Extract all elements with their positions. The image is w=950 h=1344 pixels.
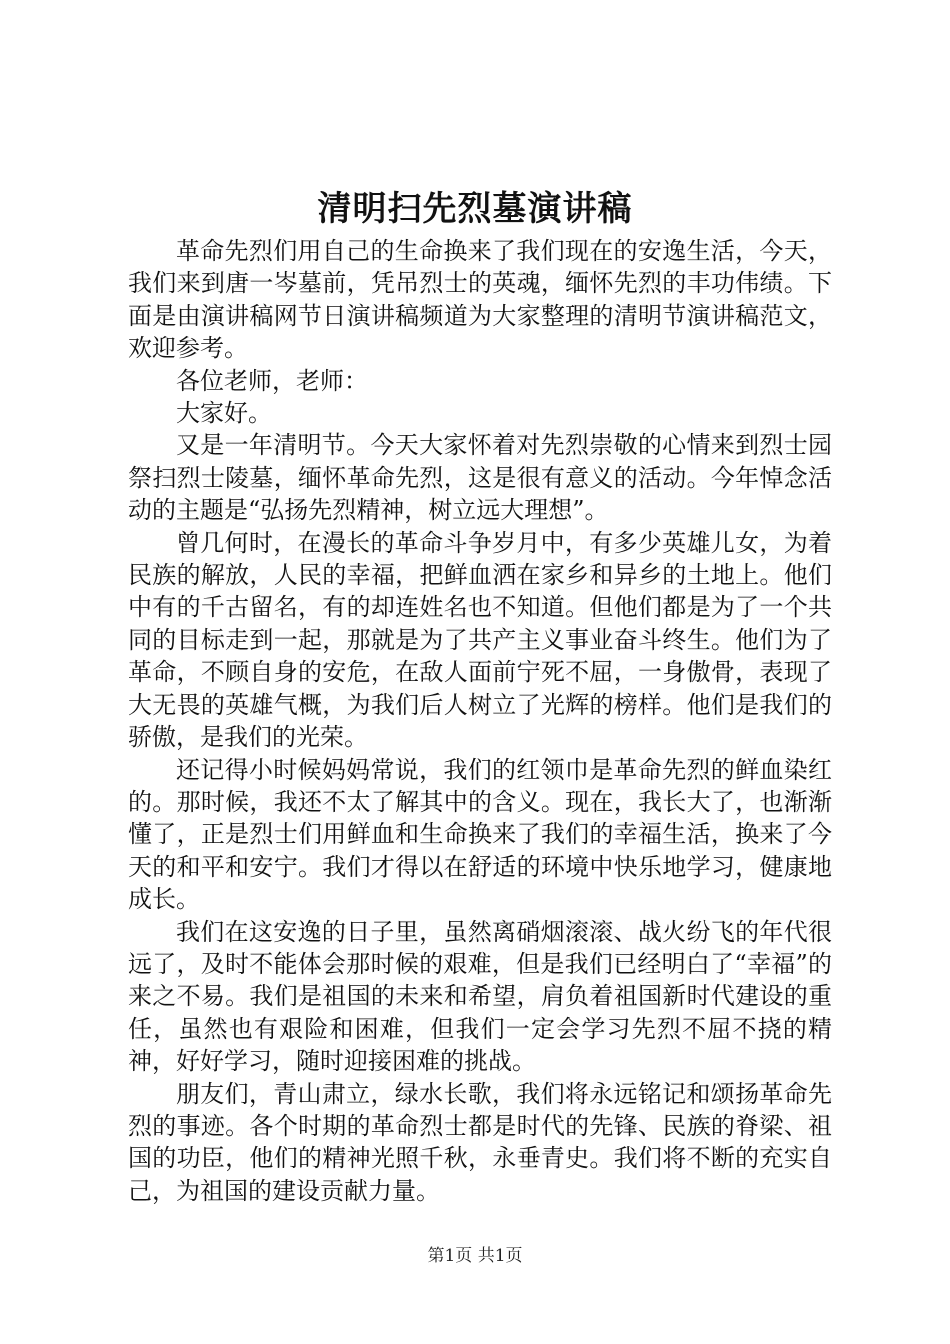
paragraph-greeting: 大家好。 [176, 399, 272, 428]
paragraph-body: 还记得小时候妈妈常说，我们的红领巾是革命先烈的鲜血染红的。那时候，我还不太了解其中的含义。现在，我长大了，也渐渐懂了，正是烈士们用鲜血和生命换来了我们的幸福生活，换来了今天的和平和安宁。我们才得以在舒适的环境中快乐地学习，健康地成长。 [128, 755, 832, 914]
paragraph-closing: 朋友们，青山肃立，绿水长歌，我们将永远铭记和颂扬革命先烈的事迹。各个时期的革命烈士都是时代的先锋、民族的脊梁、祖国的功臣，他们的精神光照千秋，永垂青史。我们将不断的充实自己，为祖国的建设贡献力量。 [128, 1079, 832, 1205]
document-body [128, 235, 832, 1207]
document-title: 清明扫先烈墓演讲稿 [317, 189, 633, 229]
paragraph-body: 曾几何时，在漫长的革命斗争岁月中，有多少英雄儿女，为着民族的解放，人民的幸福，把鲜血洒在家乡和异乡的土地上。他们中有的千古留名，有的却连姓名也不知道。但他们都是为了一个共同的目标走到一起，那就是为了共产主义事业奋斗终生。他们为了革命，不顾自身的安危，在敌人面前宁死不屈，一身傲骨，表现了大无畏的英雄气概，为我们后人树立了光辉的榜样。他们是我们的骄傲，是我们的光荣。 [128, 528, 832, 752]
paragraph-body: 我们在这安逸的日子里，虽然离硝烟滚滚、战火纷飞的年代很远了，及时不能体会那时候的艰难，但是我们已经明白了“幸福”的来之不易。我们是祖国的未来和希望，肩负着祖国新时代建设的重任，虽然也有艰险和困难，但我们一定会学习先烈不屈不挠的精神，好好学习，随时迎接困难的挑战。 [128, 917, 832, 1076]
paragraph-intro: 革命先烈们用自己的生命换来了我们现在的安逸生活，今天，我们来到唐一岑墓前，凭吊烈士的英魂，缅怀先烈的丰功伟绩。下面是由演讲稿网节日演讲稿频道为大家整理的清明节演讲稿范文，欢迎参考。 [128, 237, 832, 363]
paragraph-body: 又是一年清明节。今天大家怀着对先烈崇敬的心情来到烈士园祭扫烈士陵墓，缅怀革命先烈，这是很有意义的活动。今年悼念活动的主题是“弘扬先烈精神，树立远大理想”。 [128, 431, 832, 525]
page-footer: 第1页 共1页 [427, 1246, 523, 1266]
paragraph-salutation: 各位老师，老师： [176, 366, 368, 395]
